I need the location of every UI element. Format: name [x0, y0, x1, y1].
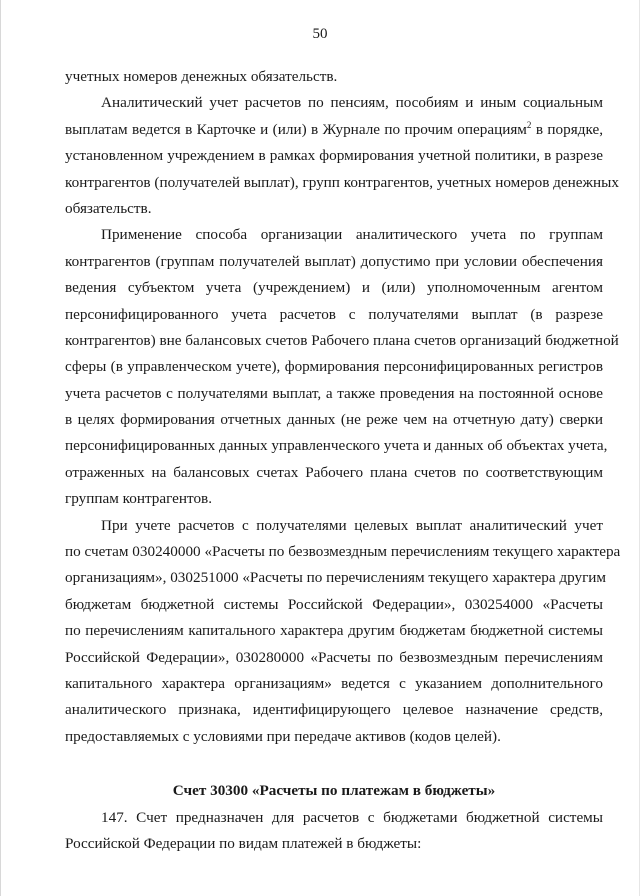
paragraph-line: 147. Счет предназначен для расчетов с бюджетами бюджетной системы [101, 808, 603, 826]
paragraph-line: организациям», 030251000 «Расчеты по перечислениям текущего характера другим [65, 569, 607, 587]
paragraph-line: капитального характера организациям» ведется с указанием дополнительного [65, 674, 603, 692]
paragraph-line-text: выплатам ведется в Карточке и (или) в Журнале по прочим операциям [65, 120, 527, 138]
paragraph-line: учета расчетов с получателями выплат, а также проведения на постоянной основе [65, 384, 603, 402]
paragraph-line: контрагентов (группам получателей выплат) допустимо при условии обеспечения [65, 252, 603, 270]
paragraph-line-with-footnote [65, 117, 603, 143]
paragraph-line: Российской Федерации», 030280000 «Расчеты по безвозмездным перечислениям [65, 648, 603, 666]
paragraph-line: отраженных на балансовых счетах Рабочего плана счетов по соответствующим [65, 463, 603, 481]
paragraph-line: Российской Федерации по видам платежей в бюджеты: [65, 834, 422, 852]
paragraph-line-tail: в порядке, [531, 120, 603, 138]
paragraph-line: предоставляемых с условиями при передаче активов (кодов целей). [65, 727, 501, 745]
page-number: 50 [312, 26, 328, 42]
paragraph-line: обязательств. [65, 199, 152, 217]
section-heading: Счет 30300 «Расчеты по платежам в бюджеты» [172, 782, 496, 800]
paragraph-line: учетных номеров денежных обязательств. [65, 68, 338, 85]
paragraph-line: аналитического признака, идентифицирующего целевое назначение средств, [65, 701, 603, 719]
paragraph-line: по счетам 030240000 «Расчеты по безвозмездным перечислениям текущего характера [65, 543, 621, 561]
paragraph-line: персонифицированных данных управленческого учета и данных об объектах учета, [65, 437, 608, 455]
paragraph-line: персонифицированного учета расчетов с получателями выплат (в разрезе [65, 305, 603, 323]
paragraph-line: установленном учреждением в рамках формирования учетной политики, в разрезе [65, 147, 603, 165]
footnote-marker: 2 [526, 119, 532, 130]
paragraph-line: группам контрагентов. [65, 490, 213, 508]
paragraph-line: бюджетам бюджетной системы Российской Федерации», 030254000 «Расчеты [65, 595, 603, 613]
paragraph-line: контрагентов) вне балансовых счетов Рабочего плана счетов организаций бюджетной [65, 331, 619, 349]
paragraph-line: ведения субъектом учета (учреждением) и (или) уполномоченным агентом [65, 279, 603, 297]
paragraph-line: Аналитический учет расчетов по пенсиям, пособиям и иным социальным [101, 94, 603, 112]
paragraph-line: контрагентов (получателей выплат), групп контрагентов, учетных номеров денежных [65, 173, 619, 191]
paragraph-line: по перечислениям капитального характера другим бюджетам бюджетной системы [65, 622, 603, 640]
paragraph-line: При учете расчетов с получателями целевых выплат аналитический учет [101, 516, 603, 534]
document-body [65, 64, 621, 857]
paragraph-line: в целях формирования отчетных данных (не реже чем на отчетную дату) сверки [65, 411, 603, 429]
paragraph-line: сферы (в управленческом учете), формирования персонифицированных регистров [65, 358, 603, 376]
paragraph-line: Применение способа организации аналитического учета по группам [101, 226, 603, 244]
